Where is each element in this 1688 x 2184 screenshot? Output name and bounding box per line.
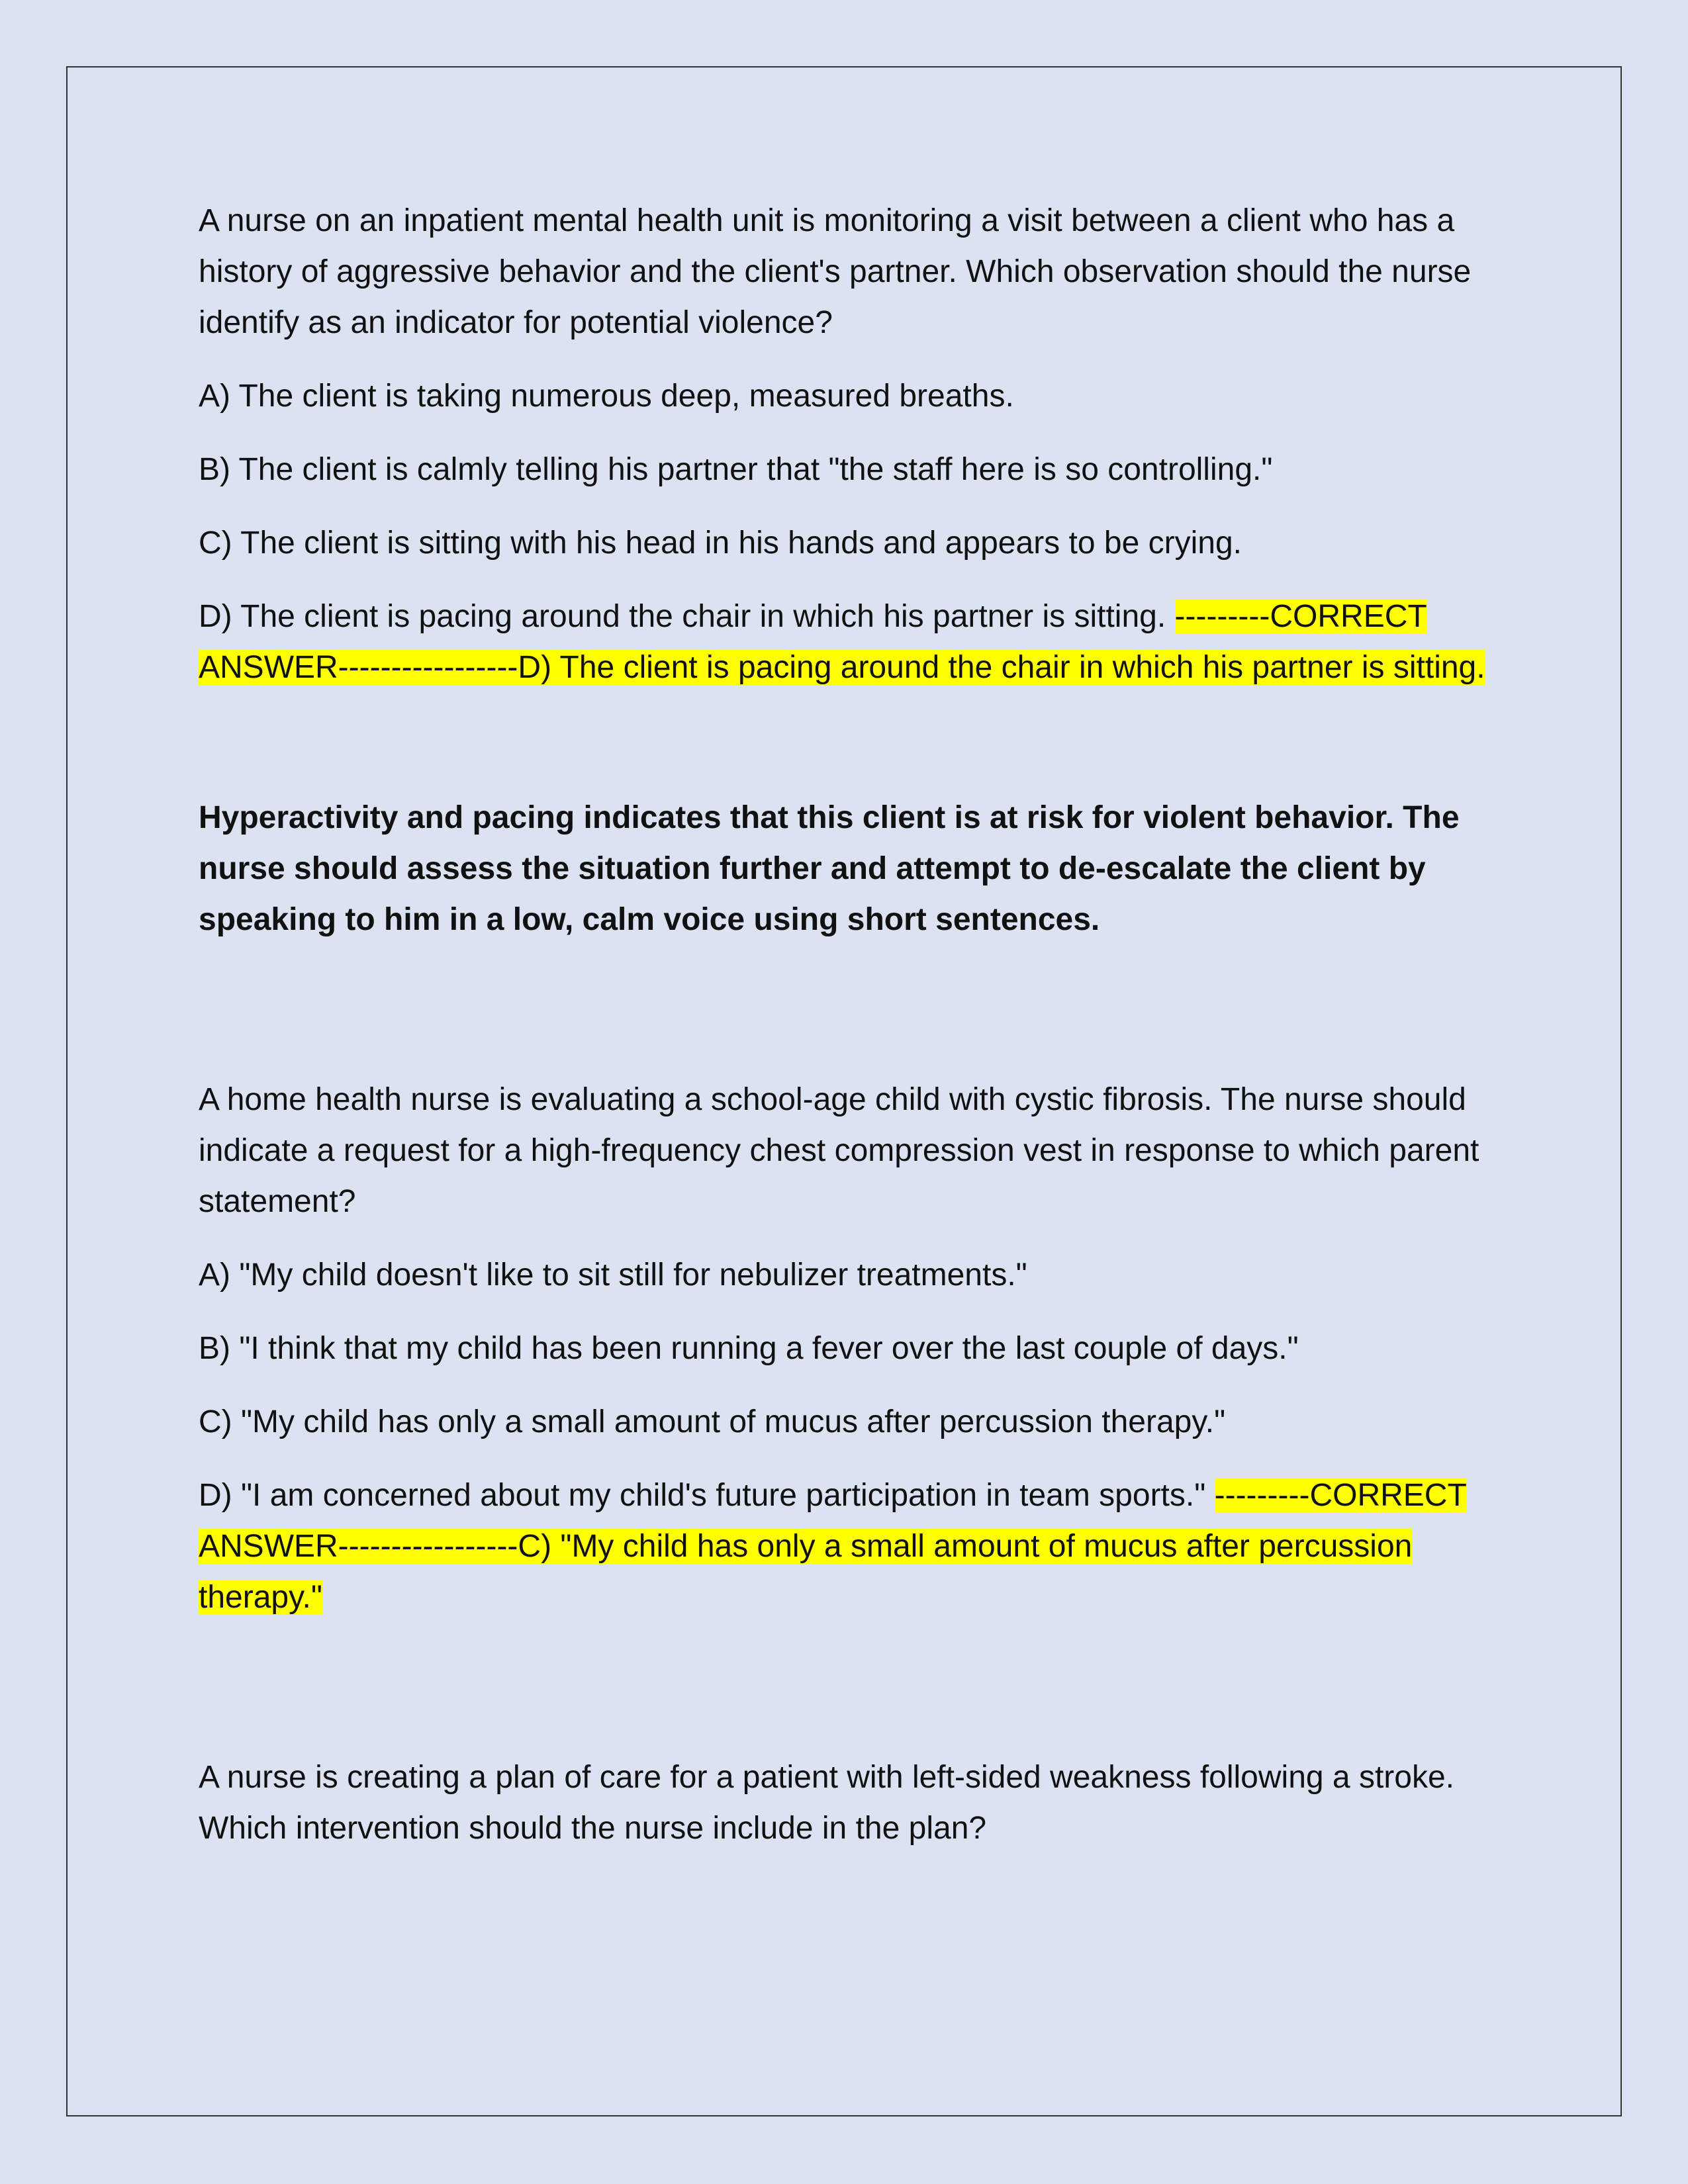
question-1-option-c: C) The client is sitting with his head in his hands and appears to be crying. (199, 525, 1242, 561)
question-3-stem: A nurse is creating a plan of care for a patient with left-sided weakness following a stroke. Which intervention should the nurse include in the plan? (199, 1760, 1455, 1846)
document-body (199, 195, 1496, 1854)
question-3 (199, 1752, 1496, 1854)
question-2-option-c: C) "My child has only a small amount of mucus after percussion therapy." (199, 1404, 1226, 1439)
question-1-option-d-with-answer (199, 591, 1496, 693)
question-1 (199, 195, 1496, 945)
question-2-option-d-with-answer (199, 1470, 1496, 1623)
question-1-stem: A nurse on an inpatient mental health unit is monitoring a visit between a client who has a history of aggressive behavior and the client's partner. Which observation should the nurse identify as an indicator for potential violence? (199, 203, 1472, 340)
question-1-option-d: D) The client is pacing around the chair in which his partner is sitting. (199, 599, 1175, 634)
question-2-correct-answer: ---------CORRECT ANSWER-----------------C) "My child has only a small amount of mucus after percussion therapy." (199, 1478, 1467, 1615)
question-2-option-d: D) "I am concerned about my child's future participation in team sports." (199, 1478, 1215, 1513)
question-2 (199, 1074, 1496, 1623)
question-2-stem: A home health nurse is evaluating a school-age child with cystic fibrosis. The nurse should indicate a request for a high-frequency chest compression vest in response to which parent statement? (199, 1082, 1479, 1219)
question-1-correct-answer: ---------CORRECT ANSWER-----------------D) The client is pacing around the chair in which his partner is sitting. (199, 599, 1485, 685)
question-1-option-b: B) The client is calmly telling his partner that "the staff here is so controlling." (199, 452, 1273, 487)
question-2-option-b: B) "I think that my child has been running a fever over the last couple of days." (199, 1331, 1299, 1366)
question-1-rationale: Hyperactivity and pacing indicates that this client is at risk for violent behavior. The nurse should assess the situation further and attempt to de-escalate the client by speaking to him in a low, calm voice using short sentences. (199, 800, 1460, 937)
question-1-option-a: A) The client is taking numerous deep, measured breaths. (199, 379, 1014, 414)
question-2-option-a: A) "My child doesn't like to sit still for nebulizer treatments." (199, 1257, 1027, 1293)
